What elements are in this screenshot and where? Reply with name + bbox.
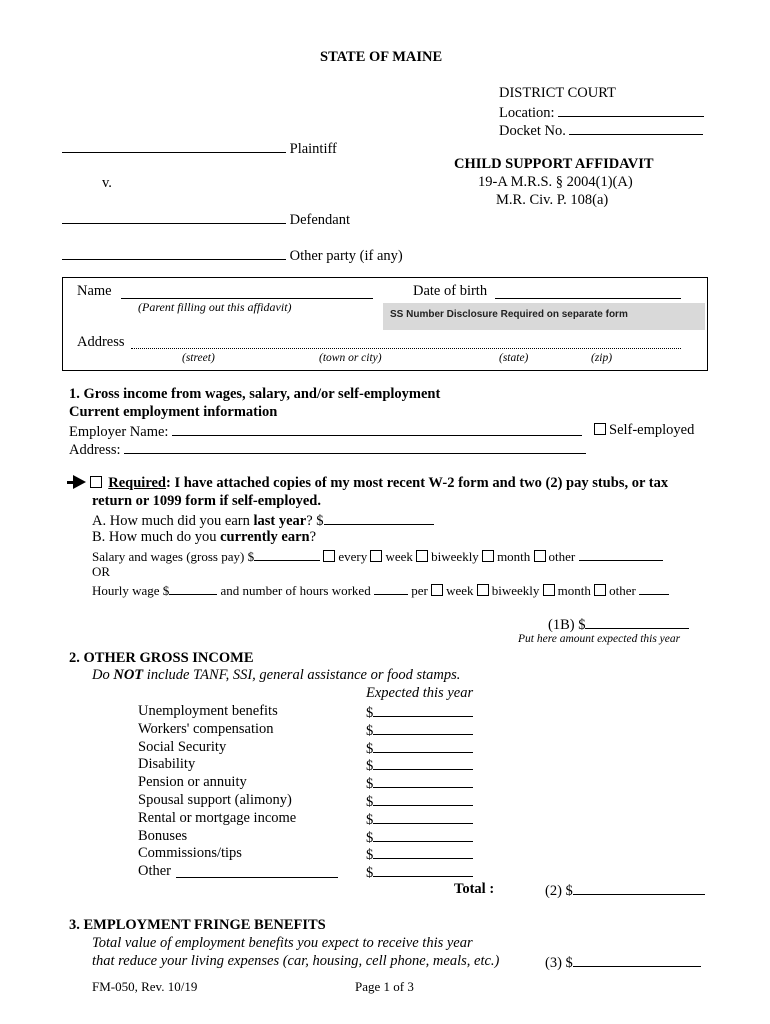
- section3-heading: 3. EMPLOYMENT FRINGE BENEFITS: [69, 917, 326, 933]
- dob-label: Date of birth: [413, 283, 488, 299]
- employer-name-label: Employer Name:: [69, 424, 169, 440]
- note-prefix: Do: [92, 667, 114, 683]
- location-field[interactable]: [499, 103, 704, 122]
- income-amount-input[interactable]: [373, 721, 473, 735]
- plaintiff-label: Plaintiff: [289, 141, 337, 157]
- income-amount-field[interactable]: [366, 739, 473, 758]
- section3-line1: Total value of employment benefits you expect to receive this year: [92, 935, 473, 951]
- plaintiff-field[interactable]: [62, 139, 337, 158]
- total-1b-hint: Put here amount expected this year: [518, 633, 681, 645]
- income-item-label: Spousal support (alimony): [138, 792, 292, 808]
- name-input[interactable]: [121, 298, 373, 299]
- name-hint: (Parent filling out this affidavit): [138, 300, 292, 314]
- month-label: month: [557, 583, 591, 598]
- question-a-bold: last year: [253, 513, 307, 529]
- section1-subheading: Current employment information: [69, 404, 278, 420]
- town-hint: (town or city): [319, 352, 382, 364]
- income-item-label: Pension or annuity: [138, 774, 247, 791]
- income-item-label: Disability: [138, 756, 196, 773]
- income-amount-field[interactable]: [366, 810, 473, 829]
- required-text: : I have attached copies of my most recent W-2 form and two (2) pay stubs, or tax: [166, 475, 669, 491]
- form-title: CHILD SUPPORT AFFIDAVIT: [454, 156, 654, 172]
- hourly-month-checkbox[interactable]: [543, 584, 555, 596]
- income-item-label: Unemployment benefits: [138, 703, 278, 719]
- dollar-sign: $: [366, 865, 374, 882]
- note-suffix: include TANF, SSI, general assistance or food stamps.: [143, 667, 461, 683]
- income-item-label: Rental or mortgage income: [138, 809, 297, 826]
- total-1b-field[interactable]: [548, 615, 689, 634]
- income-amount-input[interactable]: [373, 756, 473, 770]
- income-item-label: Bonuses: [138, 827, 188, 844]
- income-item-label: Social Security: [138, 738, 227, 755]
- salary-month-checkbox[interactable]: [482, 550, 494, 562]
- income-amount-field[interactable]: [366, 845, 473, 864]
- income-amount-input[interactable]: [373, 792, 473, 806]
- every-label: every: [338, 549, 368, 564]
- income-amount-input[interactable]: [373, 703, 473, 717]
- hours-label: and number of hours worked: [220, 583, 371, 598]
- employer-address-label: Address:: [69, 442, 121, 458]
- form-id: FM-050, Rev. 10/19: [92, 979, 198, 994]
- income-amount-field[interactable]: [366, 703, 473, 722]
- question-b-bold: currently earn: [220, 529, 310, 545]
- income-amount-input[interactable]: [373, 810, 473, 824]
- total-2-input[interactable]: [573, 881, 705, 895]
- total-1b-label: (1B) $: [548, 617, 586, 633]
- income-amount-field[interactable]: [366, 863, 473, 882]
- week-label: week: [385, 549, 413, 564]
- income-item-label: Commissions/tips: [138, 845, 242, 862]
- employer-address-field[interactable]: [69, 440, 586, 459]
- required-word: Required: [108, 475, 166, 491]
- dollar-sign: $: [366, 776, 374, 793]
- biweekly-label: biweekly: [431, 549, 479, 564]
- dollar-sign: $: [366, 847, 374, 864]
- biweekly-label: biweekly: [491, 583, 540, 598]
- dollar-sign: $: [366, 794, 374, 810]
- hourly-week-checkbox[interactable]: [431, 584, 443, 596]
- section2-total-field[interactable]: [545, 881, 705, 900]
- hourly-biweekly-checkbox[interactable]: [477, 584, 489, 596]
- location-label: Location:: [499, 105, 555, 121]
- state-hint: (state): [499, 352, 529, 364]
- docket-field[interactable]: [499, 121, 703, 140]
- court-name: DISTRICT COURT: [499, 85, 616, 101]
- month-label: month: [497, 549, 531, 564]
- section2-note: [92, 667, 460, 684]
- or-label: OR: [92, 564, 111, 579]
- statute-citation: 19-A M.R.S. § 2004(1)(A): [478, 174, 633, 190]
- salary-biweekly-checkbox[interactable]: [416, 550, 428, 562]
- field-3-input[interactable]: [573, 953, 701, 967]
- other-party-field[interactable]: [62, 246, 403, 265]
- note-bold: NOT: [113, 667, 144, 683]
- income-amount-field[interactable]: [366, 721, 473, 740]
- income-amount-input[interactable]: [373, 845, 473, 859]
- section2-total-label: Total :: [454, 881, 495, 897]
- defendant-field[interactable]: [62, 210, 350, 229]
- address-label: Address: [77, 334, 125, 350]
- income-amount-input[interactable]: [373, 828, 473, 842]
- other-party-label: Other party (if any): [289, 248, 403, 264]
- dollar-sign: $: [366, 740, 374, 757]
- street-hint: (street): [182, 352, 215, 364]
- week-label: week: [446, 583, 474, 598]
- hourly-other-checkbox[interactable]: [594, 584, 606, 596]
- checkbox-icon[interactable]: [594, 423, 606, 435]
- docket-label: Docket No.: [499, 123, 566, 139]
- field-3-label: (3) $: [545, 955, 573, 971]
- dollar-sign: $: [366, 811, 374, 828]
- self-employed-checkbox[interactable]: [594, 422, 694, 439]
- last-year-input[interactable]: [324, 511, 434, 525]
- salary-week-checkbox[interactable]: [370, 550, 382, 562]
- hourly-row: [92, 581, 669, 599]
- income-amount-input[interactable]: [373, 739, 473, 753]
- salary-every-checkbox[interactable]: [323, 550, 335, 562]
- zip-hint: (zip): [591, 352, 613, 364]
- per-label: per: [411, 583, 428, 598]
- total-1b-input[interactable]: [585, 615, 689, 629]
- income-amount-input[interactable]: [373, 863, 473, 877]
- address-input[interactable]: [131, 348, 681, 349]
- versus-label: v.: [102, 175, 112, 191]
- ss-notice: SS Number Disclosure Required on separate form: [383, 303, 705, 330]
- question-a: [92, 511, 434, 530]
- hourly-label: Hourly wage $: [92, 583, 170, 598]
- other-income-description-input[interactable]: [176, 877, 338, 878]
- question-b-suffix: ?: [309, 529, 317, 545]
- page-number: Page 1 of 3: [355, 979, 414, 994]
- income-item-label: Workers' compensation: [138, 720, 274, 737]
- salary-row: [92, 547, 663, 565]
- dollar-sign: $: [366, 758, 374, 775]
- dob-input[interactable]: [495, 298, 681, 299]
- question-b: [92, 529, 316, 546]
- question-b-prefix: B. How much do you: [92, 529, 221, 545]
- employer-name-field[interactable]: [69, 422, 582, 441]
- state-title: STATE OF MAINE: [320, 49, 443, 65]
- section1-heading: 1. Gross income from wages, salary, and/or self-employment: [69, 386, 441, 402]
- required-text-2: return or 1099 form if self-employed.: [92, 493, 321, 509]
- income-amount-field[interactable]: [366, 828, 473, 847]
- section3-line2: that reduce your living expenses (car, housing, cell phone, meals, etc.): [92, 953, 500, 969]
- name-label: Name: [77, 283, 112, 299]
- dollar-sign: $: [366, 705, 374, 721]
- salary-other-input[interactable]: [579, 547, 663, 561]
- hourly-other-input[interactable]: [639, 581, 669, 595]
- total-2-label: (2) $: [545, 883, 573, 899]
- other-label: other: [609, 583, 636, 598]
- defendant-label: Defendant: [289, 212, 351, 228]
- arrow-right-icon: [73, 475, 86, 489]
- expected-column-header: Expected this year: [366, 685, 474, 701]
- salary-label: Salary and wages (gross pay) $: [92, 549, 255, 564]
- hours-input[interactable]: [374, 581, 408, 595]
- question-a-suffix: ? $: [306, 513, 324, 529]
- other-label: other: [548, 549, 576, 564]
- required-checkbox[interactable]: [90, 476, 102, 488]
- dollar-sign: $: [366, 722, 374, 739]
- required-line: [67, 475, 668, 492]
- salary-other-checkbox[interactable]: [534, 550, 546, 562]
- income-amount-field[interactable]: [366, 792, 473, 811]
- section3-field[interactable]: [545, 953, 701, 972]
- hourly-input[interactable]: [169, 581, 217, 595]
- self-employed-label: Self-employed: [609, 422, 695, 438]
- rule-citation: M.R. Civ. P. 108(a): [496, 192, 609, 208]
- dollar-sign: $: [366, 829, 374, 846]
- income-amount-input[interactable]: [373, 774, 473, 788]
- income-amount-field[interactable]: [366, 774, 473, 793]
- salary-input[interactable]: [254, 547, 320, 561]
- income-item-label: Other: [138, 863, 172, 880]
- income-amount-field[interactable]: [366, 756, 473, 775]
- section2-heading: 2. OTHER GROSS INCOME: [69, 650, 254, 666]
- question-a-prefix: A. How much did you earn: [92, 513, 254, 529]
